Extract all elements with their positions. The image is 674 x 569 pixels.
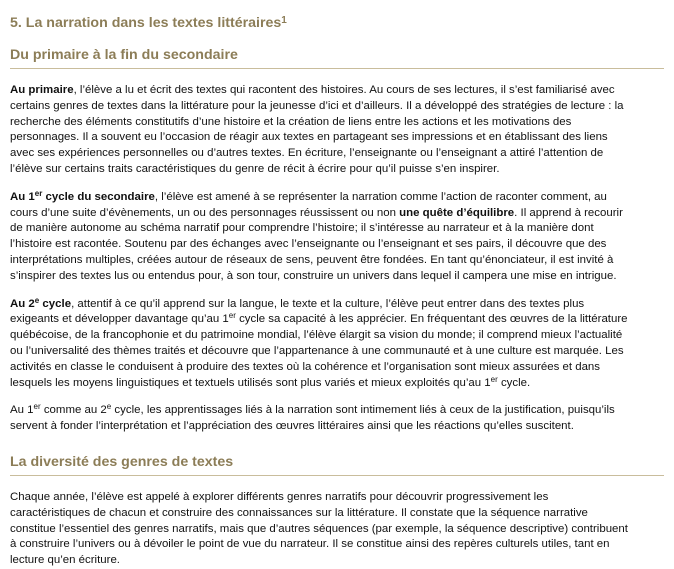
subsection-title-diversite: La diversité des genres de textes bbox=[10, 453, 664, 476]
paragraph-line: caractéristiques de chacun et construire des connaissances sur la littérature. Il constate que la séquence narrative bbox=[10, 506, 588, 519]
paragraph-line: de manière autonome au schéma narratif pour comprendre l’histoire; il s’intéresse au narrateur et à la manière dont bbox=[10, 222, 594, 235]
paragraph-line bbox=[10, 206, 664, 222]
paragraph-line: constitue l’essentiel des genres narratifs, mais que d’autres séquences (par exemple, la séquence descriptive) contribuent bbox=[10, 522, 628, 535]
text-run: cycle du secondaire bbox=[42, 190, 155, 203]
paragraph-line bbox=[10, 83, 664, 99]
section-title bbox=[10, 14, 664, 32]
paragraph-line bbox=[10, 312, 664, 328]
paragraph-line bbox=[10, 376, 664, 392]
text-run: lesquels les moyens linguistiques et textuels utilisés sont plus variés et mieux exploités qu’au 1 bbox=[10, 376, 491, 389]
text-run: cycle. bbox=[497, 376, 531, 389]
paragraph-line: québécoise, de la francophonie et du patrimoine mondial, l’élève élargit sa vision du monde; il comprend mieux l’actualité bbox=[10, 329, 623, 342]
bold-phrase: une quête d’équilibre bbox=[399, 206, 515, 219]
paragraph-line: Chaque année, l’élève est appelé à explorer différents genres narratifs pour découvrir progressivement les bbox=[10, 490, 549, 503]
paragraph-line: lecture qu’en écriture. bbox=[10, 554, 120, 567]
text-run: , attentif à ce qu’il apprend sur la langue, le texte et la culture, l’élève peut entrer dans des textes plus bbox=[71, 297, 585, 310]
paragraph-line: ou l’universalité des thèmes traités et découvre que l’appartenance à une communauté et à une culture est marquée. Les bbox=[10, 344, 624, 357]
paragraph-line: servent à fonder l’interprétation et l’appréciation des œuvres littéraires ainsi que les réactions qu’elles suscitent. bbox=[10, 420, 574, 433]
paragraph-line: à construire l’univers ou à dévoiler le point de vue du narrateur. Il se constitue ainsi des repères culturels utiles, tant en bbox=[10, 538, 610, 551]
superscript: e bbox=[34, 295, 40, 305]
text-run: Au 1 bbox=[10, 404, 34, 417]
paragraph-cycle1 bbox=[10, 190, 664, 285]
paragraph-primaire bbox=[10, 83, 664, 178]
superscript: er bbox=[34, 188, 43, 198]
bold-lead bbox=[10, 188, 155, 203]
paragraph-line: l’histoire est racontée. Soutenu par des échanges avec l’enseignante ou l’enseignant et ses pairs, il découvre que des bbox=[10, 238, 607, 251]
bold-lead: Au primaire bbox=[10, 84, 74, 96]
paragraph-line bbox=[10, 403, 664, 419]
section-title-text: 5. La narration dans les textes littéraires bbox=[10, 15, 282, 31]
text-run: cycle, les apprentissages liés à la narration sont intimement liés à ceux de la justification, puisqu’ils bbox=[111, 404, 615, 417]
paragraph-both-cycles bbox=[10, 403, 664, 435]
paragraph-diversite bbox=[10, 490, 664, 569]
text-run: cours d’une suite d’évènements, un ou des personnages réussissent ou non bbox=[10, 206, 400, 219]
text-run: cycle bbox=[39, 297, 72, 310]
text-run: cycle sa capacité à les apprécier. En fréquentant des œuvres de la littérature bbox=[235, 313, 628, 326]
paragraph-line: avec ses expériences personnelles ou d’autres textes. En écriture, l’enseignante ou l’enseignant a attiré l’attention de bbox=[10, 147, 604, 160]
paragraph-line: l’élève sur certains traits caractéristiques du genre de récit à écrire pour qu’il puisse s’en inspirer. bbox=[10, 162, 500, 175]
paragraph-line: interprétations multiples, créées autour de réseaux de sens, peuvent être fondées. En tant qu’énonciateur, il est invité à bbox=[10, 253, 614, 266]
paragraph-line: recherche des éléments constitutifs d’une histoire et la création de liens entre les actions et les motivations des bbox=[10, 115, 572, 128]
text-run: exigeants et développer davantage qu’au 1 bbox=[10, 313, 229, 326]
paragraph-line: personnages. Il a souvent eu l’occasion de réagir aux textes en partageant ses impressions et en établissant des liens bbox=[10, 131, 608, 144]
text-run: Au 2 bbox=[10, 297, 35, 310]
text-run: Au 1 bbox=[10, 190, 35, 203]
paragraph-line bbox=[10, 190, 664, 206]
paragraph-cycle2 bbox=[10, 297, 664, 392]
paragraph-line: activités en classe le conduisent à produire des textes où la cohérence et l’organisation sont mieux assurées et dans bbox=[10, 360, 601, 373]
text-run: . Il apprend à recourir bbox=[514, 206, 623, 219]
superscript: er bbox=[228, 311, 236, 321]
text-run: , l’élève a lu et écrit des textes qui racontent des histoires. Au cours de ses lectures, il s’est familiarisé avec bbox=[73, 84, 615, 96]
paragraph-line: s’inspirer des textes lus ou entendus pour, à son tour, construire un univers dans lequel il campera une mise en intrigue. bbox=[10, 269, 617, 282]
superscript: er bbox=[490, 374, 498, 384]
superscript: e bbox=[106, 402, 112, 412]
bold-lead bbox=[10, 295, 72, 310]
footnote-marker[interactable]: 1 bbox=[281, 15, 287, 26]
text-run: , l’élève est amené à se représenter la narration comme l’action de raconter comment, au bbox=[154, 190, 607, 203]
text-run: comme au 2 bbox=[40, 404, 107, 417]
superscript: er bbox=[33, 402, 41, 412]
paragraph-line: certains genres de textes dans la littérature pour la jeunesse d’ici et d’ailleurs. Il a développé des stratégies de lecture : la bbox=[10, 99, 624, 112]
subsection-title-primaire-secondaire: Du primaire à la fin du secondaire bbox=[10, 46, 664, 69]
paragraph-line bbox=[10, 297, 664, 313]
